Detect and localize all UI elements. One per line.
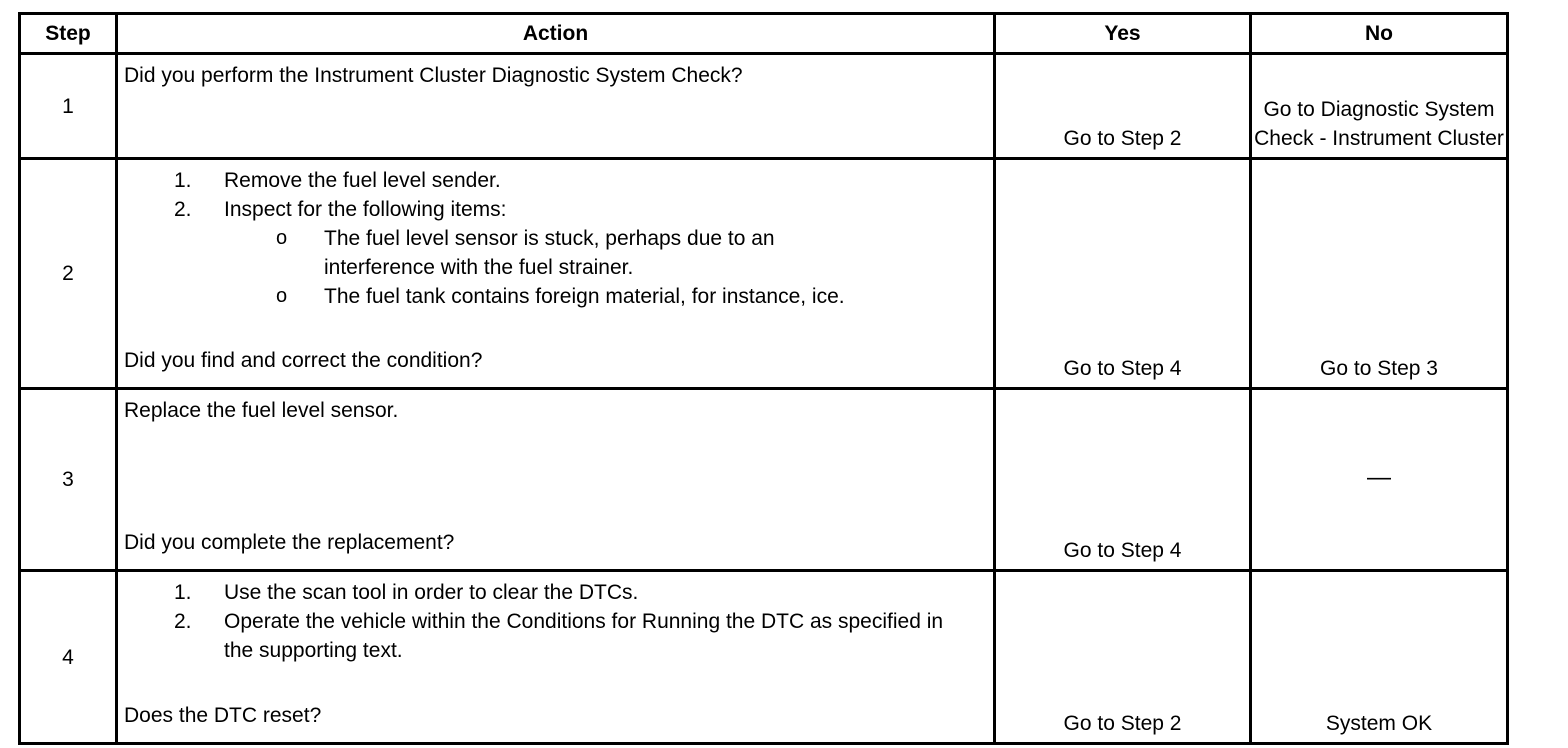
list-text: Use the scan tool in order to clear the DTCs. <box>224 581 639 604</box>
header-action: Action <box>117 14 995 54</box>
list-text: Inspect for the following items: <box>224 198 507 221</box>
list-number: 2. <box>174 610 192 633</box>
question-text: Did you complete the replacement? <box>124 531 455 554</box>
header-no: No <box>1251 14 1508 54</box>
action-cell <box>117 54 995 159</box>
step-number: 2 <box>20 159 117 389</box>
header-row <box>20 14 1508 54</box>
header-yes: Yes <box>995 14 1251 54</box>
action-cell <box>117 159 995 389</box>
step-number: 4 <box>20 571 117 744</box>
list-number: 1. <box>174 169 192 192</box>
step-number: 3 <box>20 389 117 571</box>
question-text: Does the DTC reset? <box>124 704 322 727</box>
action-text: Replace the fuel level sensor. <box>124 399 399 422</box>
action-text: Did you perform the Instrument Cluster Diagnostic System Check? <box>124 64 743 87</box>
list-item <box>124 195 987 311</box>
no-cell: Go to Step 3 <box>1251 159 1508 389</box>
table-row <box>20 54 1508 159</box>
yes-cell: Go to Step 2 <box>995 571 1251 744</box>
list-text: Operate the vehicle within the Conditions for Running the DTC as specified in the supporting text. <box>224 610 944 662</box>
question-text: Did you find and correct the condition? <box>124 349 483 372</box>
table-row <box>20 571 1508 744</box>
list-text: The fuel level sensor is stuck, perhaps due to an interference with the fuel strainer. <box>324 227 775 279</box>
dash-mark: — <box>1367 463 1391 491</box>
list-number: 2. <box>174 198 192 221</box>
header-step: Step <box>20 14 117 54</box>
numbered-list <box>124 578 987 665</box>
action-cell <box>117 389 995 571</box>
yes-cell: Go to Step 2 <box>995 54 1251 159</box>
bullet-marker: o <box>276 285 288 307</box>
no-cell <box>1251 389 1508 571</box>
list-item <box>124 224 987 282</box>
list-text: Remove the fuel level sender. <box>224 169 501 192</box>
list-item <box>124 166 987 195</box>
list-item <box>124 607 987 665</box>
list-number: 1. <box>174 581 192 604</box>
numbered-list <box>124 166 987 311</box>
list-text: The fuel tank contains foreign material, for instance, ice. <box>324 285 845 308</box>
no-cell: System OK <box>1251 571 1508 744</box>
list-item <box>124 578 987 607</box>
bullet-list <box>124 224 987 311</box>
bullet-marker: o <box>276 227 288 249</box>
table-row <box>20 159 1508 389</box>
list-item <box>124 282 987 311</box>
yes-cell: Go to Step 4 <box>995 389 1251 571</box>
table-row <box>20 389 1508 571</box>
diagnostic-table <box>18 12 1509 745</box>
yes-cell: Go to Step 4 <box>995 159 1251 389</box>
no-cell: Go to Diagnostic System Check - Instrument Cluster <box>1251 54 1508 159</box>
action-cell <box>117 571 995 744</box>
step-number: 1 <box>20 54 117 159</box>
